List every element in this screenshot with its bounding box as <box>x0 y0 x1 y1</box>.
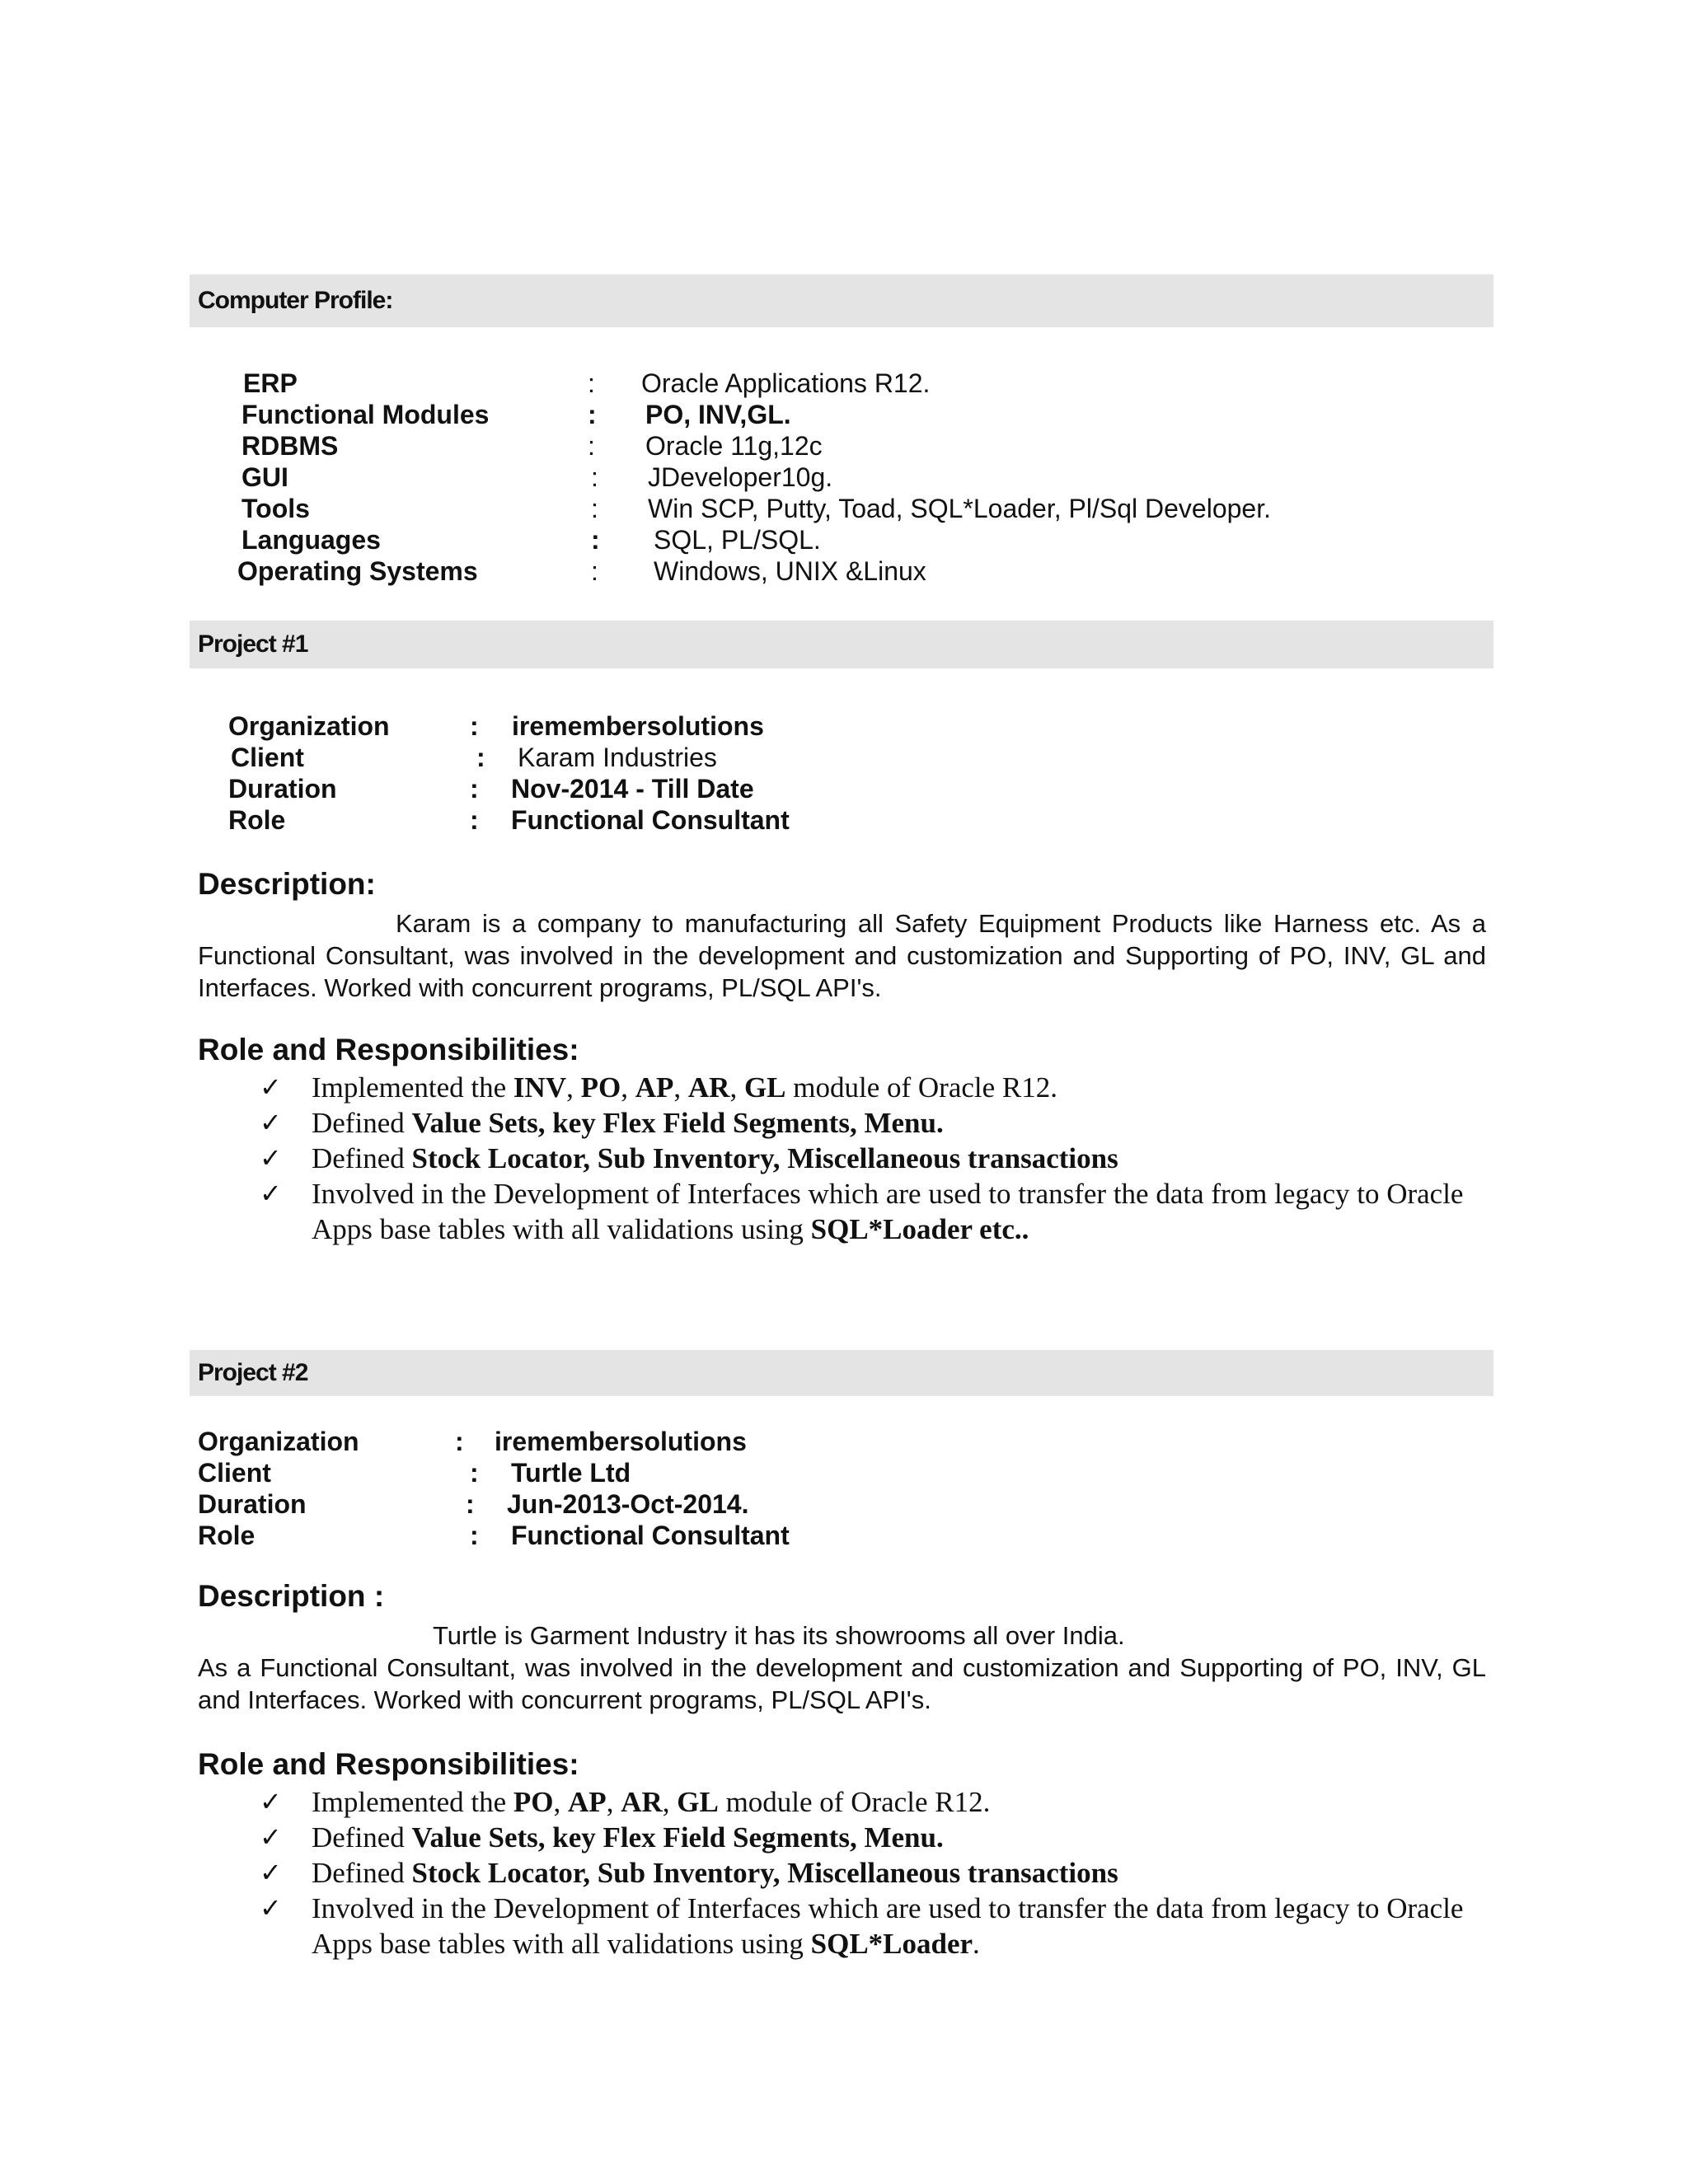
label: Duration <box>228 774 337 804</box>
value: Turtle Ltd <box>511 1458 631 1488</box>
label: Client <box>231 743 304 772</box>
checkmark-icon: ✓ <box>260 1857 282 1888</box>
checkmark-icon: ✓ <box>260 1107 282 1138</box>
project2-description: As a Functional Consultant, was involved in the development and customization and Supporting of PO, INV, GL and Interfaces. Worked with concurrent programs, PL/SQL API's. <box>198 1653 1486 1714</box>
label: Role <box>198 1521 256 1550</box>
label: Organization <box>198 1427 359 1456</box>
checkmark-icon: ✓ <box>260 1892 282 1924</box>
list-item: ✓ Defined Value Sets, key Flex Field Segments, Menu. <box>260 1107 944 1139</box>
value: Nov-2014 - Till Date <box>511 774 754 804</box>
value: Functional Consultant <box>511 1521 790 1550</box>
value: Functional Consultant <box>511 805 790 835</box>
label: Languages <box>241 525 381 555</box>
label: Organization <box>228 711 390 741</box>
value: iremembersolutions <box>512 711 764 741</box>
value: Windows, UNIX &Linux <box>654 556 926 586</box>
project2-roles-heading: Role and Responsibilities: <box>198 1747 579 1781</box>
value: SQL, PL/SQL. <box>654 525 821 555</box>
list-item: ✓ Defined Stock Locator, Sub Inventory, Miscellaneous transactions <box>260 1142 1118 1174</box>
checkmark-icon: ✓ <box>260 1178 282 1209</box>
project2-header <box>190 1350 1493 1396</box>
value: PO, INV,GL. <box>645 400 791 429</box>
value: Oracle 11g,12c <box>645 431 823 461</box>
value: Jun-2013-Oct-2014. <box>507 1489 749 1519</box>
project2-description-heading: Description : <box>198 1579 385 1613</box>
project1-roles-heading: Role and Responsibilities: <box>198 1033 579 1066</box>
value: iremembersolutions <box>495 1427 747 1456</box>
label: Duration <box>198 1489 307 1519</box>
list-item: ✓ Defined Stock Locator, Sub Inventory, Miscellaneous transactions <box>260 1857 1118 1889</box>
project2-responsibilities <box>260 1784 1496 1961</box>
project1-description: Karam is a company to manufacturing all Safety Equipment Products like Harness etc. As a Functional Consultant, was involved in the development and customization and Supporting of PO, INV, GL and Interfaces. Worked with concurrent programs, PL/SQL API's. <box>198 909 1486 1002</box>
label: Client <box>198 1458 271 1488</box>
label: RDBMS <box>241 431 339 461</box>
value: Karam Industries <box>518 743 717 772</box>
value: Win SCP, Putty, Toad, SQL*Loader, Pl/Sql Developer. <box>648 494 1271 523</box>
list-item: ✓ Involved in the Development of Interfaces which are used to transfer the data from legacy to Oracle Apps base tables with all validations using SQL*Loader etc.. <box>260 1178 1464 1245</box>
label: Functional Modules <box>241 400 490 429</box>
section-title: Project #1 <box>198 630 308 658</box>
checkmark-icon: ✓ <box>260 1071 282 1103</box>
checkmark-icon: ✓ <box>260 1821 282 1853</box>
section-title: Computer Profile: <box>198 287 393 314</box>
label: Role <box>228 805 286 835</box>
value: JDeveloper10g. <box>648 462 833 492</box>
list-item: ✓ Involved in the Development of Interfaces which are used to transfer the data from legacy to Oracle Apps base tables with all validations using SQL*Loader. <box>260 1892 1464 1960</box>
project1-header <box>190 621 1493 668</box>
list-item: ✓ Implemented the PO, AP, AR, GL module of Oracle R12. <box>260 1786 991 1818</box>
label: ERP <box>243 368 298 398</box>
value: Oracle Applications R12. <box>641 368 931 398</box>
checkmark-icon: ✓ <box>260 1786 282 1817</box>
computer-profile-header <box>190 274 1493 327</box>
list-item: ✓ Defined Value Sets, key Flex Field Segments, Menu. <box>260 1821 944 1854</box>
checkmark-icon: ✓ <box>260 1142 282 1174</box>
project1-description-heading: Description: <box>198 867 376 901</box>
list-item: ✓ Implemented the INV, PO, AP, AR, GL module of Oracle R12. <box>260 1071 1058 1104</box>
label: GUI <box>241 462 288 492</box>
project1-responsibilities <box>260 1070 1496 1247</box>
project2-description-line1: Turtle is Garment Industry it has its showrooms all over India. <box>433 1621 1125 1650</box>
section-title: Project #2 <box>198 1359 308 1386</box>
label: Tools <box>241 494 310 523</box>
label: Operating Systems <box>237 556 478 586</box>
